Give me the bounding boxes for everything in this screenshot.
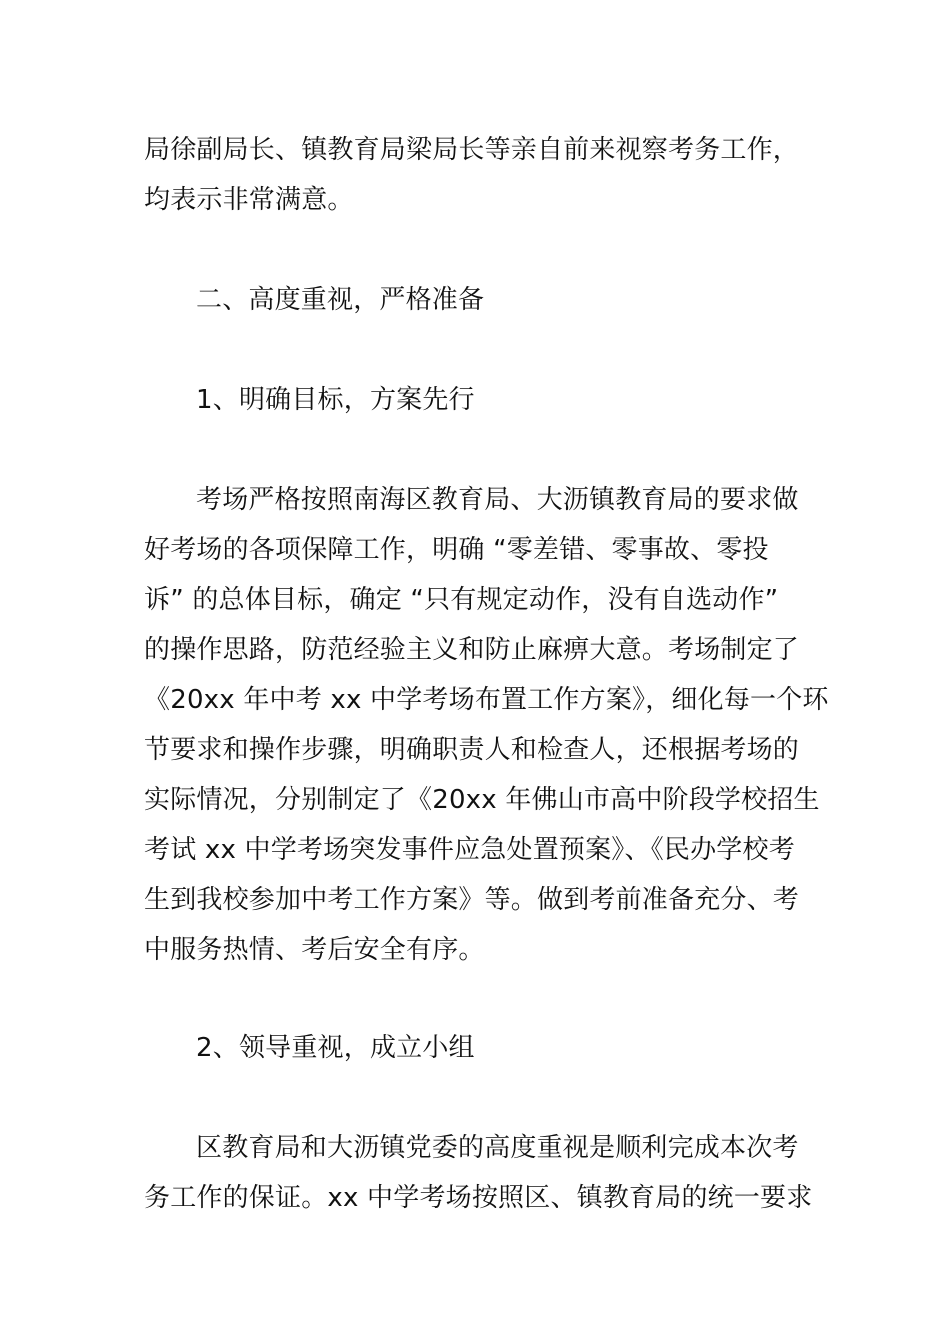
paragraph-line: 好考场的各项保障工作，明确 “零差错、零事故、零投 — [144, 535, 769, 565]
paragraph-line: 考试 xx 中学考场突发事件应急处置预案》、《民办学校考 — [144, 835, 795, 865]
paragraph-line: 考场严格按照南海区教育局、大沥镇教育局的要求做 — [196, 485, 799, 515]
paragraph-line: 中服务热情、考后安全有序。 — [144, 935, 485, 965]
paragraph-line: 区教育局和大沥镇党委的高度重视是顺利完成本次考 — [196, 1133, 799, 1163]
paragraph-line: 诉” 的总体目标，确定 “只有规定动作，没有自选动作” — [144, 585, 779, 615]
subsection-heading: 1、明确目标，方案先行 — [196, 385, 475, 415]
paragraph-line: 《20xx 年中考 xx 中学考场布置工作方案》，细化每一个环 — [144, 685, 829, 715]
paragraph-line: 局徐副局长、镇教育局梁局长等亲自前来视察考务工作， — [144, 135, 800, 165]
paragraph-line: 的操作思路，防范经验主义和防止麻痹大意。考场制定了 — [144, 635, 800, 665]
paragraph-line: 均表示非常满意。 — [144, 185, 354, 215]
paragraph-line: 务工作的保证。xx 中学考场按照区、镇教育局的统一要求 — [144, 1183, 813, 1213]
section-heading: 二、高度重视，严格准备 — [196, 285, 485, 315]
paragraph-line: 生到我校参加中考工作方案》等。做到考前准备充分、考 — [144, 885, 800, 915]
subsection-heading: 2、领导重视，成立小组 — [196, 1033, 475, 1063]
paragraph-line: 实际情况，分别制定了《20xx 年佛山市高中阶段学校招生 — [144, 785, 820, 815]
paragraph-line: 节要求和操作步骤，明确职责人和检查人，还根据考场的 — [144, 735, 800, 765]
